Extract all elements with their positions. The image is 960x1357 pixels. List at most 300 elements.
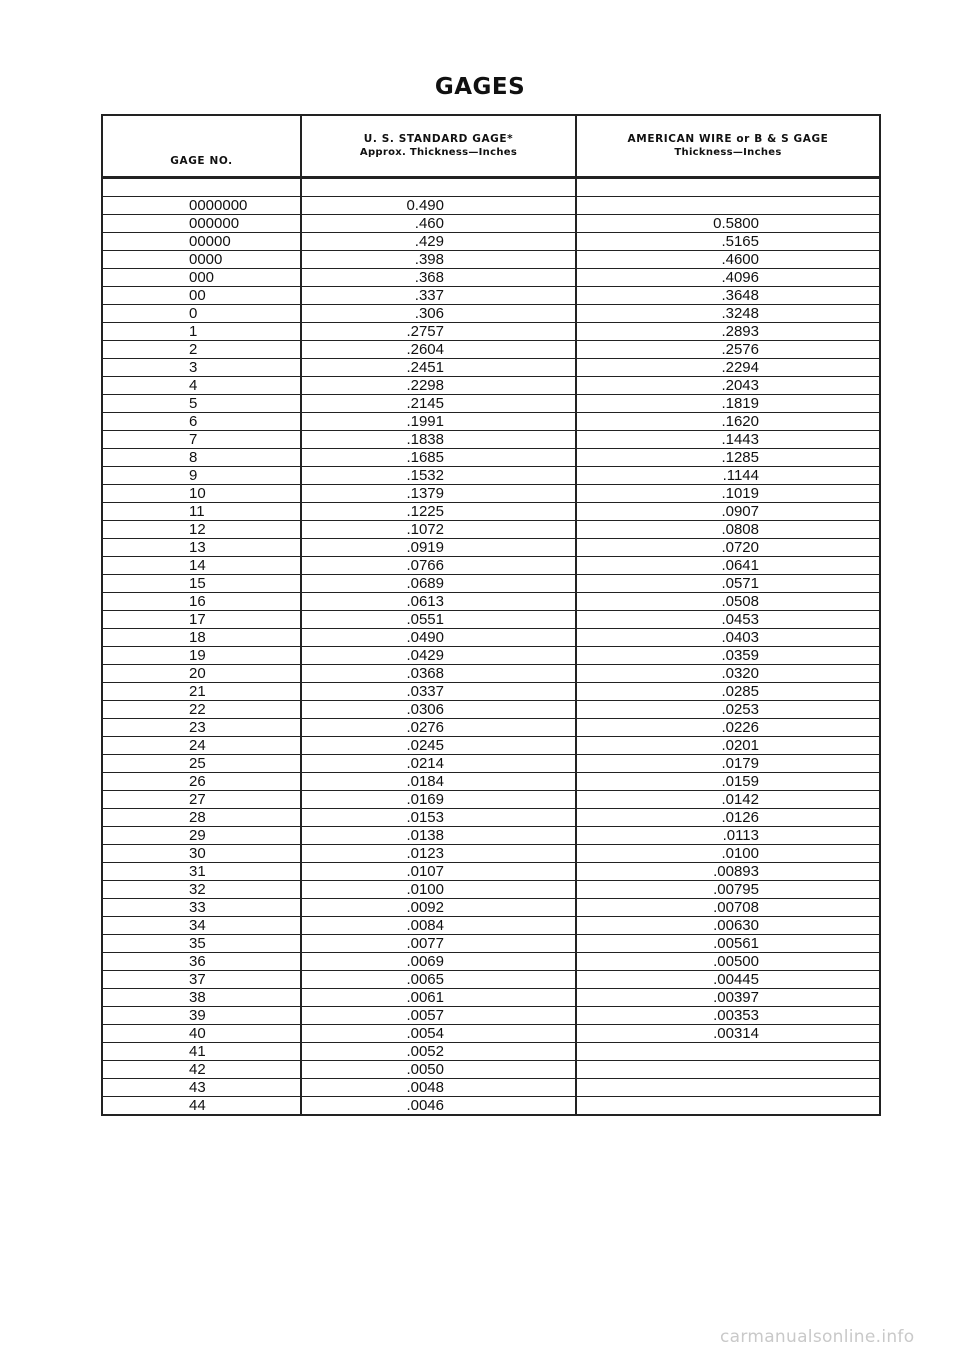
us-standard-cell — [301, 953, 576, 971]
table-row — [102, 1043, 880, 1061]
us-standard-cell — [301, 359, 576, 377]
table-row — [102, 251, 880, 269]
american-wire-value: .0285 — [721, 683, 759, 700]
american-wire-cell — [576, 773, 880, 791]
american-wire-cell — [576, 323, 880, 341]
us-standard-value: .0092 — [406, 899, 444, 916]
american-wire-cell — [576, 557, 880, 575]
table-row — [102, 809, 880, 827]
gage-number-cell: 37 — [102, 971, 301, 989]
us-standard-cell — [301, 215, 576, 233]
us-standard-value: .0054 — [406, 1025, 444, 1042]
us-standard-value: .0368 — [406, 665, 444, 682]
american-wire-cell — [576, 197, 880, 215]
table-row — [102, 413, 880, 431]
us-standard-value: .0052 — [406, 1043, 444, 1060]
us-standard-value: .460 — [414, 215, 444, 232]
table-row — [102, 215, 880, 233]
american-wire-cell — [576, 1061, 880, 1079]
table-row — [102, 683, 880, 701]
american-wire-value: .0179 — [721, 755, 759, 772]
us-standard-value: .306 — [414, 305, 444, 322]
table-row — [102, 341, 880, 359]
gage-number-cell: 23 — [102, 719, 301, 737]
american-wire-cell — [576, 395, 880, 413]
american-wire-value: .1620 — [721, 413, 759, 430]
gage-number-cell: 0 — [102, 305, 301, 323]
american-wire-cell — [576, 647, 880, 665]
american-wire-value: .0571 — [721, 575, 759, 592]
american-wire-cell — [576, 359, 880, 377]
table-row — [102, 701, 880, 719]
us-standard-cell — [301, 647, 576, 665]
american-wire-cell — [576, 269, 880, 287]
gage-number-cell: 33 — [102, 899, 301, 917]
table-row — [102, 575, 880, 593]
us-standard-value: .0048 — [406, 1079, 444, 1096]
us-standard-value: .0065 — [406, 971, 444, 988]
american-wire-cell — [576, 215, 880, 233]
table-row — [102, 863, 880, 881]
table-row — [102, 539, 880, 557]
american-wire-cell — [576, 413, 880, 431]
table-row — [102, 935, 880, 953]
american-wire-cell — [576, 467, 880, 485]
table-row — [102, 305, 880, 323]
us-standard-value: .1072 — [406, 521, 444, 538]
american-wire-value: 0.5800 — [713, 215, 759, 232]
gage-number-cell: 27 — [102, 791, 301, 809]
gage-number-cell: 43 — [102, 1079, 301, 1097]
american-wire-value: .0641 — [721, 557, 759, 574]
us-standard-value: .337 — [414, 287, 444, 304]
american-wire-cell — [576, 305, 880, 323]
us-standard-value: .1225 — [406, 503, 444, 520]
table-row — [102, 431, 880, 449]
us-standard-value: .0084 — [406, 917, 444, 934]
us-standard-value: .1991 — [406, 413, 444, 430]
header-us-standard-gage — [301, 115, 576, 178]
gage-number-cell: 000 — [102, 269, 301, 287]
american-wire-value: .0113 — [722, 827, 759, 844]
us-standard-cell — [301, 503, 576, 521]
gage-number-cell: 18 — [102, 629, 301, 647]
us-standard-cell — [301, 251, 576, 269]
us-standard-value: .0551 — [406, 611, 444, 628]
table-spacer-row — [102, 178, 880, 197]
american-wire-value: .2043 — [721, 377, 759, 394]
american-wire-cell — [576, 881, 880, 899]
american-wire-cell — [576, 1097, 880, 1116]
gage-number-cell: 24 — [102, 737, 301, 755]
gage-number-cell: 21 — [102, 683, 301, 701]
gage-number-cell: 7 — [102, 431, 301, 449]
us-standard-value: .2298 — [406, 377, 444, 394]
gage-number-cell: 4 — [102, 377, 301, 395]
american-wire-value: .1819 — [721, 395, 759, 412]
american-wire-value: .00893 — [713, 863, 759, 880]
american-wire-cell — [576, 863, 880, 881]
american-wire-value: .0720 — [721, 539, 759, 556]
us-standard-cell — [301, 431, 576, 449]
us-standard-cell — [301, 881, 576, 899]
table-row — [102, 629, 880, 647]
gage-number-cell: 16 — [102, 593, 301, 611]
gage-number-cell: 9 — [102, 467, 301, 485]
american-wire-value: .0201 — [721, 737, 759, 754]
table-row — [102, 449, 880, 467]
american-wire-cell — [576, 575, 880, 593]
american-wire-value: .0359 — [721, 647, 759, 664]
us-standard-value: .0276 — [406, 719, 444, 736]
gage-number-cell: 00 — [102, 287, 301, 305]
table-row — [102, 1061, 880, 1079]
us-standard-value: .0061 — [406, 989, 444, 1006]
table-row — [102, 827, 880, 845]
us-standard-cell — [301, 377, 576, 395]
gage-number-cell: 12 — [102, 521, 301, 539]
header-awg-line2: Thickness—Inches — [674, 147, 782, 158]
american-wire-value: .1285 — [721, 449, 759, 466]
us-standard-value: .0138 — [406, 827, 444, 844]
header-awg-line1: AMERICAN WIRE or B & S GAGE — [627, 133, 829, 145]
us-standard-cell — [301, 701, 576, 719]
us-standard-cell — [301, 233, 576, 251]
us-standard-cell — [301, 989, 576, 1007]
us-standard-value: .0214 — [406, 755, 444, 772]
table-header-row — [102, 115, 880, 178]
american-wire-cell — [576, 809, 880, 827]
table-row — [102, 485, 880, 503]
american-wire-cell — [576, 1079, 880, 1097]
american-wire-cell — [576, 485, 880, 503]
header-us-line1: U. S. STANDARD GAGE* — [363, 133, 514, 145]
american-wire-value: .3248 — [721, 305, 759, 322]
us-standard-cell — [301, 917, 576, 935]
american-wire-cell — [576, 791, 880, 809]
gage-number-cell: 36 — [102, 953, 301, 971]
table-row — [102, 773, 880, 791]
american-wire-cell — [576, 845, 880, 863]
american-wire-value: .3648 — [721, 287, 759, 304]
american-wire-value: .0808 — [721, 521, 759, 538]
american-wire-cell — [576, 989, 880, 1007]
american-wire-cell — [576, 593, 880, 611]
table-row — [102, 503, 880, 521]
american-wire-value: .0159 — [721, 773, 759, 790]
us-standard-cell — [301, 827, 576, 845]
us-standard-cell — [301, 665, 576, 683]
us-standard-value: .1379 — [406, 485, 444, 502]
table-row — [102, 269, 880, 287]
gage-number-cell: 14 — [102, 557, 301, 575]
us-standard-value: .1532 — [406, 467, 444, 484]
american-wire-value: .0126 — [721, 809, 759, 826]
us-standard-value: .368 — [414, 269, 444, 286]
table-row — [102, 899, 880, 917]
table-row — [102, 989, 880, 1007]
us-standard-cell — [301, 683, 576, 701]
american-wire-cell — [576, 935, 880, 953]
table-row — [102, 971, 880, 989]
gage-number-cell: 32 — [102, 881, 301, 899]
us-standard-cell — [301, 791, 576, 809]
gage-number-cell: 000000 — [102, 215, 301, 233]
american-wire-cell — [576, 251, 880, 269]
american-wire-value: .2893 — [721, 323, 759, 340]
american-wire-cell — [576, 503, 880, 521]
gage-number-cell: 8 — [102, 449, 301, 467]
us-standard-cell — [301, 395, 576, 413]
american-wire-cell — [576, 539, 880, 557]
us-standard-cell — [301, 485, 576, 503]
us-standard-cell — [301, 449, 576, 467]
american-wire-value: .0100 — [721, 845, 759, 862]
american-wire-value: .0453 — [721, 611, 759, 628]
page-title: GAGES — [434, 74, 526, 100]
american-wire-value: .0403 — [721, 629, 759, 646]
table-row — [102, 377, 880, 395]
us-standard-value: .429 — [414, 233, 444, 250]
american-wire-value: .00314 — [713, 1025, 759, 1042]
us-standard-cell — [301, 1097, 576, 1116]
us-standard-value: .398 — [414, 251, 444, 268]
us-standard-value: .0169 — [406, 791, 444, 808]
american-wire-cell — [576, 719, 880, 737]
watermark: carmanualsonline.info — [720, 1327, 915, 1347]
us-standard-cell — [301, 341, 576, 359]
us-standard-value: .2145 — [406, 395, 444, 412]
us-standard-value: .0077 — [406, 935, 444, 952]
american-wire-cell — [576, 917, 880, 935]
header-gage-no-label: GAGE NO. — [170, 155, 233, 167]
table-row — [102, 359, 880, 377]
us-standard-cell — [301, 845, 576, 863]
us-standard-cell — [301, 557, 576, 575]
us-standard-cell — [301, 539, 576, 557]
us-standard-cell — [301, 521, 576, 539]
gage-number-cell: 2 — [102, 341, 301, 359]
gage-number-cell: 34 — [102, 917, 301, 935]
gage-number-cell: 39 — [102, 1007, 301, 1025]
table-row — [102, 557, 880, 575]
gage-number-cell: 19 — [102, 647, 301, 665]
us-standard-cell — [301, 269, 576, 287]
gage-number-cell: 40 — [102, 1025, 301, 1043]
us-standard-cell — [301, 197, 576, 215]
american-wire-cell — [576, 341, 880, 359]
us-standard-value: .0337 — [406, 683, 444, 700]
american-wire-cell — [576, 431, 880, 449]
table-row — [102, 647, 880, 665]
american-wire-cell — [576, 1025, 880, 1043]
american-wire-value: .0508 — [721, 593, 759, 610]
gage-number-cell: 17 — [102, 611, 301, 629]
american-wire-value: .0142 — [721, 791, 759, 808]
table-row — [102, 287, 880, 305]
table-row — [102, 737, 880, 755]
us-standard-value: .0689 — [406, 575, 444, 592]
us-standard-value: .2757 — [406, 323, 444, 340]
gage-number-cell: 26 — [102, 773, 301, 791]
us-standard-cell — [301, 737, 576, 755]
us-standard-value: .0123 — [406, 845, 444, 862]
header-american-wire-gage — [576, 115, 880, 178]
american-wire-value: .00561 — [713, 935, 759, 952]
us-standard-cell — [301, 1043, 576, 1061]
american-wire-value: .2294 — [721, 359, 759, 376]
american-wire-cell — [576, 737, 880, 755]
us-standard-cell — [301, 413, 576, 431]
gage-table — [101, 114, 881, 1116]
gage-number-cell: 5 — [102, 395, 301, 413]
american-wire-cell — [576, 629, 880, 647]
gage-number-cell: 13 — [102, 539, 301, 557]
american-wire-cell — [576, 449, 880, 467]
us-standard-value: .1685 — [406, 449, 444, 466]
american-wire-value: .00353 — [713, 1007, 759, 1024]
gage-number-cell: 31 — [102, 863, 301, 881]
us-standard-value: .0046 — [406, 1097, 444, 1114]
table-row — [102, 521, 880, 539]
american-wire-cell — [576, 611, 880, 629]
american-wire-cell — [576, 683, 880, 701]
us-standard-cell — [301, 863, 576, 881]
american-wire-cell — [576, 377, 880, 395]
american-wire-cell — [576, 287, 880, 305]
us-standard-cell — [301, 1061, 576, 1079]
gage-number-cell: 29 — [102, 827, 301, 845]
table-row — [102, 1007, 880, 1025]
us-standard-value: .0919 — [406, 539, 444, 556]
table-row — [102, 917, 880, 935]
gage-number-cell: 0000000 — [102, 197, 301, 215]
us-standard-cell — [301, 773, 576, 791]
american-wire-value: .00708 — [713, 899, 759, 916]
us-standard-cell — [301, 611, 576, 629]
gage-number-cell: 38 — [102, 989, 301, 1007]
gage-number-cell: 42 — [102, 1061, 301, 1079]
american-wire-value: .1144 — [722, 467, 759, 484]
gage-number-cell: 28 — [102, 809, 301, 827]
american-wire-value: .5165 — [721, 233, 759, 250]
table-row — [102, 755, 880, 773]
american-wire-value: .00445 — [713, 971, 759, 988]
gage-number-cell: 00000 — [102, 233, 301, 251]
us-standard-cell — [301, 971, 576, 989]
header-gage-no — [102, 115, 301, 178]
american-wire-value: .0253 — [721, 701, 759, 718]
us-standard-cell — [301, 1079, 576, 1097]
gage-number-cell: 30 — [102, 845, 301, 863]
header-us-line2: Approx. Thickness—Inches — [359, 147, 518, 158]
american-wire-value: .00630 — [713, 917, 759, 934]
us-standard-cell — [301, 935, 576, 953]
gage-number-cell: 20 — [102, 665, 301, 683]
american-wire-value: .0907 — [721, 503, 759, 520]
gage-number-cell: 0000 — [102, 251, 301, 269]
us-standard-value: .0069 — [406, 953, 444, 970]
table-row — [102, 881, 880, 899]
us-standard-cell — [301, 719, 576, 737]
american-wire-cell — [576, 665, 880, 683]
us-standard-cell — [301, 1025, 576, 1043]
american-wire-value: .0320 — [721, 665, 759, 682]
american-wire-value: .4096 — [721, 269, 759, 286]
table-body — [102, 178, 880, 1116]
american-wire-value: .00397 — [713, 989, 759, 1006]
us-standard-cell — [301, 287, 576, 305]
american-wire-cell — [576, 521, 880, 539]
table-row — [102, 1025, 880, 1043]
american-wire-value: .2576 — [721, 341, 759, 358]
american-wire-value: .1019 — [721, 485, 759, 502]
table-row — [102, 953, 880, 971]
american-wire-cell — [576, 899, 880, 917]
american-wire-cell — [576, 953, 880, 971]
us-standard-cell — [301, 629, 576, 647]
table-row — [102, 665, 880, 683]
gage-number-cell: 11 — [102, 503, 301, 521]
american-wire-value: .4600 — [721, 251, 759, 268]
american-wire-value: .1443 — [721, 431, 759, 448]
table-row — [102, 593, 880, 611]
american-wire-value: .00500 — [713, 953, 759, 970]
table-row — [102, 1079, 880, 1097]
gage-number-cell: 41 — [102, 1043, 301, 1061]
gage-number-cell: 1 — [102, 323, 301, 341]
us-standard-value: .2451 — [406, 359, 444, 376]
american-wire-value: .0226 — [721, 719, 759, 736]
table-row — [102, 197, 880, 215]
table-row — [102, 467, 880, 485]
american-wire-cell — [576, 971, 880, 989]
us-standard-value: .0613 — [406, 593, 444, 610]
gage-number-cell: 10 — [102, 485, 301, 503]
table-row — [102, 719, 880, 737]
us-standard-value: .0100 — [406, 881, 444, 898]
us-standard-value: .0050 — [406, 1061, 444, 1078]
american-wire-value: .00795 — [713, 881, 759, 898]
gage-number-cell: 44 — [102, 1097, 301, 1116]
gage-number-cell: 35 — [102, 935, 301, 953]
gage-number-cell: 22 — [102, 701, 301, 719]
us-standard-cell — [301, 467, 576, 485]
table-row — [102, 233, 880, 251]
american-wire-cell — [576, 755, 880, 773]
us-standard-value: .0766 — [406, 557, 444, 574]
us-standard-cell — [301, 755, 576, 773]
american-wire-cell — [576, 701, 880, 719]
us-standard-value: .0245 — [406, 737, 444, 754]
us-standard-cell — [301, 305, 576, 323]
us-standard-value: .2604 — [406, 341, 444, 358]
us-standard-value: .0153 — [406, 809, 444, 826]
table-row — [102, 395, 880, 413]
gage-number-cell: 6 — [102, 413, 301, 431]
us-standard-value: .0306 — [406, 701, 444, 718]
us-standard-cell — [301, 593, 576, 611]
american-wire-cell — [576, 233, 880, 251]
american-wire-cell — [576, 827, 880, 845]
us-standard-value: .0490 — [406, 629, 444, 646]
table-row — [102, 611, 880, 629]
table-row — [102, 323, 880, 341]
us-standard-cell — [301, 899, 576, 917]
gage-number-cell: 25 — [102, 755, 301, 773]
american-wire-cell — [576, 1043, 880, 1061]
us-standard-cell — [301, 1007, 576, 1025]
